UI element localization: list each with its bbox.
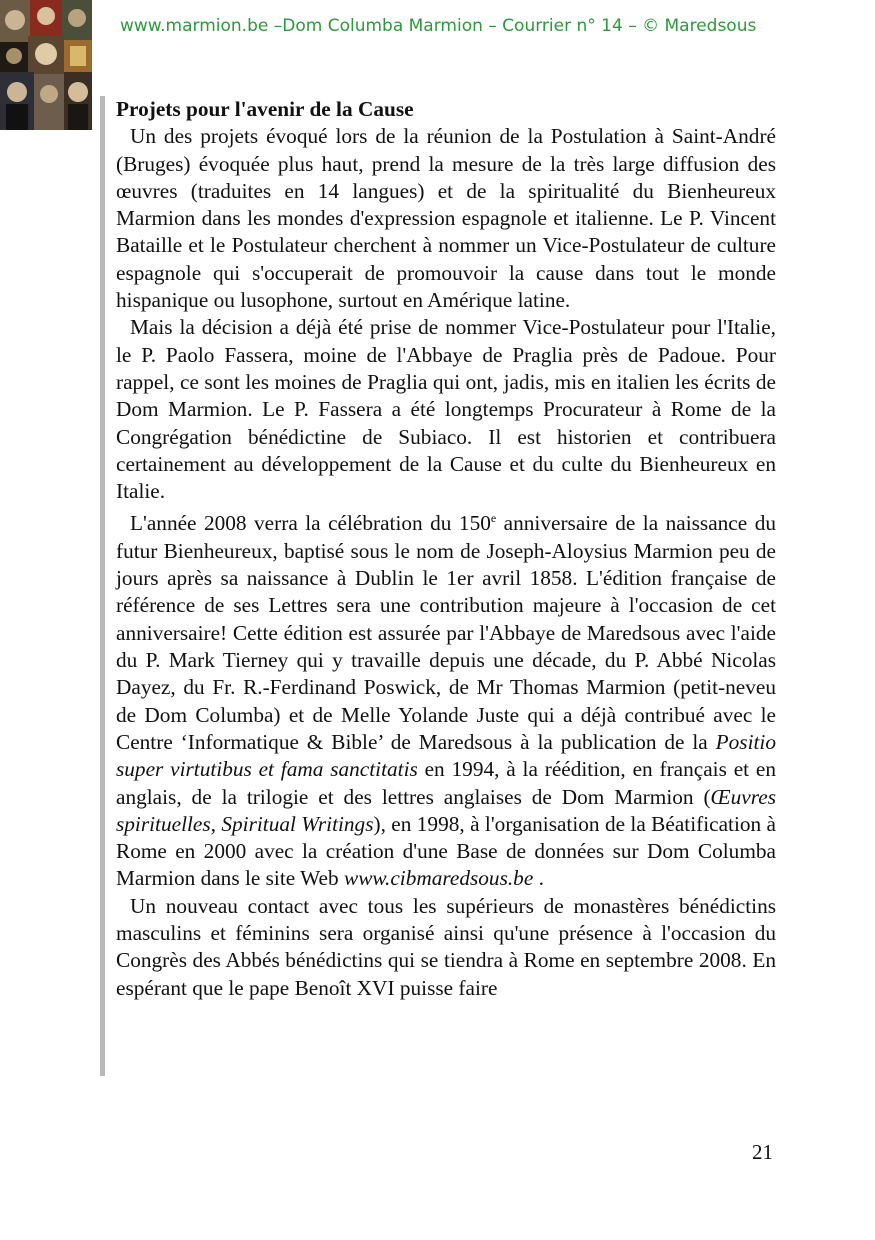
superscript: e — [490, 511, 497, 526]
margin-rule — [100, 96, 105, 1076]
text-run: L'année 2008 verra la célébration du 150 — [130, 511, 491, 536]
paragraph: Mais la décision a déjà été prise de nommer Vice-Postulateur pour l'Italie, le P. Paolo Fassera, moine de l'Abbaye de Praglia près de Padoue. Pour rappel, ce sont les moines de Praglia qui ont, jadis, mis en italien les écrits de Dom Marmion. Le P. Fassera a été longtemps Procurateur à Rome de la Congrégation bénédictine de Subiaco. Il est historien et contribuera certainement au développement de la Cause et du culte du Bienheureux en Italie. — [116, 315, 776, 504]
portrait-collage-image — [0, 0, 92, 130]
italic-title: Spiritual Writings — [221, 811, 374, 836]
page-number: 21 — [752, 1140, 773, 1164]
article-body — [116, 96, 776, 1002]
paragraph: Un des projets évoqué lors de la réunion de la Postulation à Saint-André (Bruges) évoquée plus haut, prend la mesure de la très large diffusion des œuvres (traduites en 14 langues) et de la spiritualité du Bienheureux Marmion dans les mondes d'expression espagnole et italienne. Le P. Vincent Bataille et le Postulateur cherchent à nommer un Vice-Postulateur de culture espagnole qui s'occuperait de promouvoir la cause dans tout le monde hispanique ou lusophone, surtout en Amérique latine. — [116, 124, 776, 313]
text-run: . — [533, 866, 544, 891]
website-link[interactable]: www.cibmaredsous.be — [343, 866, 534, 891]
text-run: anniversaire de la naissance du futur Bienheureux, baptisé sous le nom de Joseph-Aloysius Marmion peu de jours après sa naissance à Dublin le 1er avril 1858. L'édition française de référence de ses Lettres sera une contribution majeure à l'occasion de cet anniversaire! Cette édition est assurée par l'Abbaye de Maredsous avec l'aide du P. Mark Tierney qui y travaille depuis une décade, du P. Abbé Nicolas Dayez, du Fr. R.-Ferdinand Poswick, de Mr Thomas Marmion (petit-neveu de Dom Columba) et de Melle Yolande Juste qui a déjà contribué avec le Centre ‘Informatique & Bible’ de Maredsous à la publication de la — [116, 511, 776, 754]
section-title: Projets pour l'avenir de la Cause — [116, 97, 414, 121]
paragraph — [116, 505, 776, 892]
header-text: www.marmion.be –Dom Columba Marmion – Courrier n° 14 – © Maredsous — [120, 16, 757, 36]
paragraph: Un nouveau contact avec tous les supérieurs de monastères bénédictins masculins et féminins sera organisé ainsi qu'une présence à l'occasion du Congrès des Abbés bénédictins qui se tiendra à Rome en septembre 2008. En espérant que le pape Benoît XVI puisse faire — [116, 893, 776, 1000]
text-run: en 1994, à la réédition, en français et en anglais, de la trilogie et des lettres anglaises de Dom Marmion ( — [116, 757, 776, 809]
text-run: , — [210, 811, 222, 836]
collage-graphic — [0, 0, 92, 130]
italic-title: Positio super virtutibus et fama sanctitatis — [116, 729, 776, 782]
italic-title: Œuvres spirituelles — [116, 784, 776, 836]
text-run: ), en 1998, à l'organisation de la Béatification à Rome en 2000 avec la création d'une Base de données sur Dom Columba Marmion dans le site Web — [116, 811, 777, 891]
